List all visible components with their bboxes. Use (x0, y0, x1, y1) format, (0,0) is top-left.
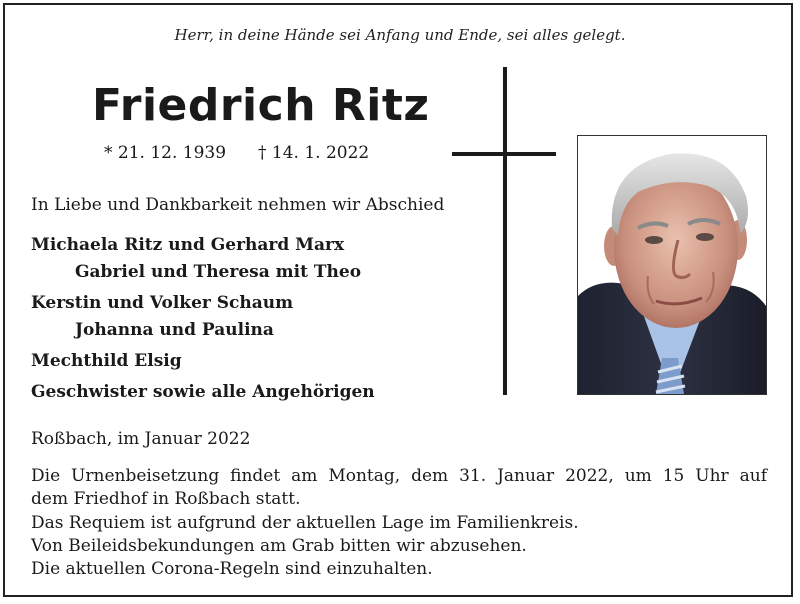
cross-vertical (503, 67, 507, 395)
portrait-photo (577, 135, 767, 395)
mourner-line: Mechthild Elsig (31, 351, 182, 371)
deceased-name: Friedrich Ritz (92, 80, 430, 131)
notice-line: Von Beileidsbekundungen am Grab bitten wir abzusehen. (31, 535, 527, 556)
notice-line: Die Urnenbeisetzung findet am Montag, dem 31. Januar 2022, um 15 Uhr auf (31, 466, 767, 486)
mourner-line: Kerstin und Volker Schaum (31, 293, 294, 313)
mourners-list (31, 232, 375, 406)
place-date: Roßbach, im Januar 2022 (31, 429, 251, 449)
birth-date: * 21. 12. 1939 (104, 143, 227, 163)
mourner-line: Gabriel und Theresa mit Theo (75, 262, 362, 282)
notice-line: Die aktuellen Corona-Regeln sind einzuhalten. (31, 559, 433, 580)
notice-line: dem Friedhof in Roßbach statt. (31, 489, 301, 510)
mourner-line: Geschwister sowie alle Angehörigen (31, 382, 375, 402)
death-date: † 14. 1. 2022 (258, 143, 370, 163)
notice-line: Das Requiem ist aufgrund der aktuellen Lage im Familienkreis. (31, 512, 579, 533)
farewell-text: In Liebe und Dankbarkeit nehmen wir Abschied (31, 195, 445, 215)
motto: Herr, in deine Hände sei Anfang und Ende, sei alles gelegt. (174, 26, 626, 44)
funeral-notice (31, 465, 767, 581)
mourner-line: Johanna und Paulina (75, 320, 274, 340)
portrait-image (578, 136, 766, 394)
mourner-line: Michaela Ritz und Gerhard Marx (31, 235, 345, 255)
cross-horizontal (452, 152, 556, 156)
